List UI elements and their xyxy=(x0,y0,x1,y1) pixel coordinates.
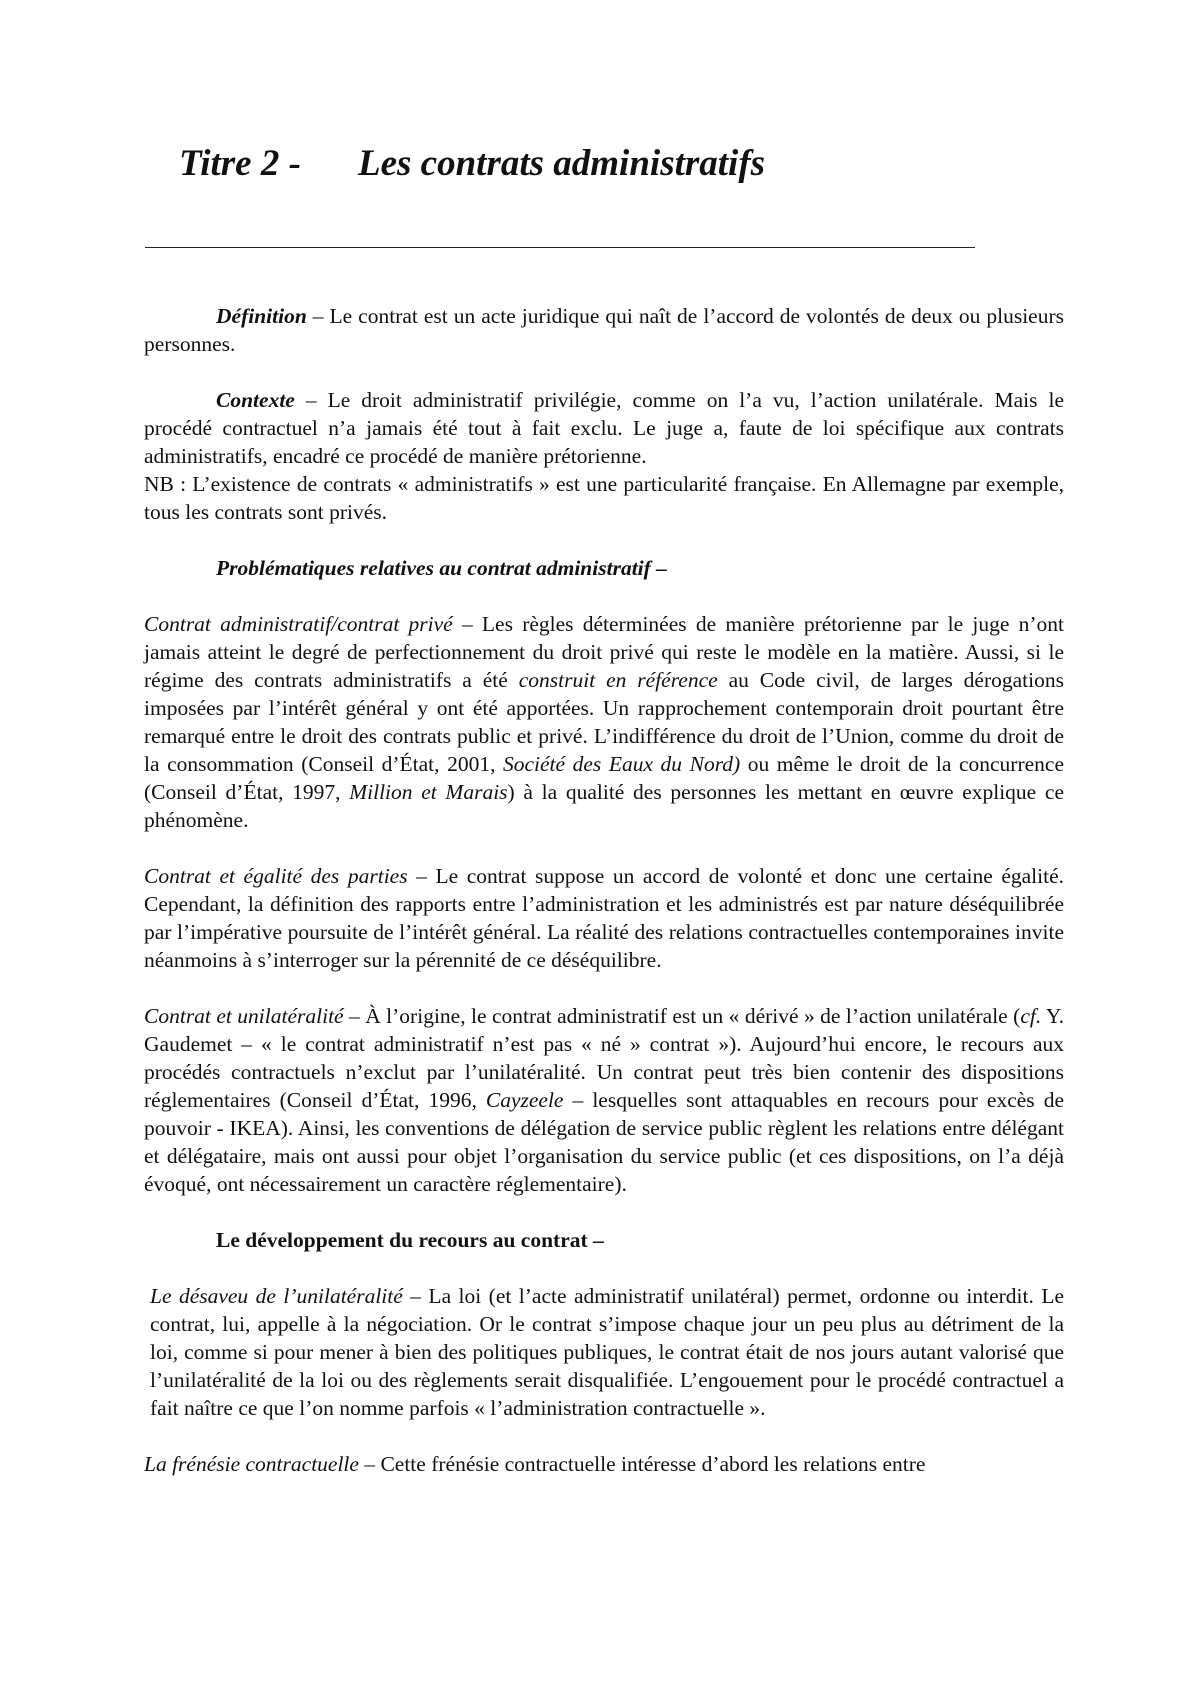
paragraph-contexte xyxy=(144,386,1064,470)
unilateralite-text-2: Y. Gaudemet – « le contrat administratif n’est pas « né » contrat »). Aujourd’hui encore, le recours aux procédés contractuels n’exclut par l’unilatéralité. Un contrat peut très bien contenir des dispositions réglementaires (Conseil d’État, 1996, xyxy=(144,1004,1065,1112)
document-body xyxy=(144,302,1064,1478)
paragraph-desaveu xyxy=(144,1282,1064,1422)
unilateralite-text-3: – lesquelles sont attaquables en recours pour excès de pouvoir - IKEA). Ainsi, les conventions de délégation de service public règlent les relations entre délégant et délégataire, mais ont aussi pour objet l’organisation du service public (et ces dispositions, on l’a déjà évoqué, ont nécessairement un caractère réglementaire). xyxy=(144,1088,1064,1196)
prive-italic-2: Société des Eaux du Nord) xyxy=(503,752,741,776)
desaveu-text: – La loi (et l’acte administratif unilatéral) permet, ordonne ou interdit. Le contrat, lui, appelle à la négociation. Or le contrat s’impose chaque jour un peu plus au détriment de la loi, comme si pour mener à bien des politiques publiques, le contrat était de nos jours autant valorisé que l’unilatéralité de la loi ou des règlements serait disqualifiée. L’engouement pour le procédé contractuel a fait naître ce que l’on nomme parfois « l’administration contractuelle ». xyxy=(150,1284,1064,1420)
prive-label: Contrat administratif/contrat privé xyxy=(144,612,453,636)
prive-italic-1: construit en référence xyxy=(518,668,718,692)
title-number: Titre 2 - xyxy=(179,143,301,184)
frenesie-label: La frénésie contractuelle xyxy=(144,1452,359,1476)
contexte-text: Le droit administratif privilégie, comme on l’a vu, l’action unilatérale. Mais le procédé contractuel n’a jamais été tout à fait exclu. Le juge a, faute de loi spécifique aux contrats administratifs, encadré ce procédé de manière prétorienne. xyxy=(144,388,1064,468)
desaveu-label: Le désaveu de l’unilatéralité xyxy=(150,1284,403,1308)
paragraph-nb: NB : L’existence de contrats « administratifs » est une particularité française. En Allemagne par exemple, tous les contrats sont privés. xyxy=(144,472,1064,524)
unilateralite-text-1: – À l’origine, le contrat administratif est un « dérivé » de l’action unilatérale ( xyxy=(343,1004,1021,1028)
heading-problematiques: Problématiques relatives au contrat administratif – xyxy=(216,556,667,580)
contexte-sep: – xyxy=(294,388,328,412)
egalite-label: Contrat et égalité des parties xyxy=(144,864,408,888)
page-title xyxy=(179,142,765,185)
prive-text-2: au Code civil, de larges dérogations imposées par l’intérêt général y ont été apportées. Un rapprochement contemporain droit pourtant être remarqué entre le droit des contrats public et privé. L’indifférence du droit de l’Union, comme du droit de la consommation (Conseil d’État, 2001, xyxy=(144,668,1064,776)
paragraph-egalite xyxy=(144,862,1064,974)
paragraph-unilateralite xyxy=(144,1002,1064,1198)
definition-sep: – xyxy=(306,304,330,328)
egalite-text: – Le contrat suppose un accord de volonté et donc une certaine égalité. Cependant, la définition des rapports entre l’administration et les administrés est par nature déséquilibrée par l’impérative poursuite de l’intérêt général. La réalité des relations contractuelles contemporaines invite néanmoins à s’interroger sur la pérennité de ce déséquilibre. xyxy=(144,864,1064,972)
frenesie-text: – Cette frénésie contractuelle intéresse d’abord les relations entre xyxy=(358,1452,926,1476)
prive-text-4: ) à la qualité des personnes les mettant en œuvre explique ce phénomène. xyxy=(144,780,1065,832)
heading-developpement: Le développement du recours au contrat – xyxy=(216,1228,604,1252)
prive-italic-3: Million et Marais xyxy=(349,780,508,804)
paragraph-definition xyxy=(144,302,1064,358)
contexte-label: Contexte xyxy=(216,388,295,412)
unilateralite-italic-1: cf. xyxy=(1020,1004,1042,1028)
paragraph-frenesie xyxy=(144,1450,1064,1478)
prive-text-3: ou même le droit de la concurrence (Conseil d’État, 1997, xyxy=(144,752,1064,804)
paragraph-contrat-prive xyxy=(144,610,1064,834)
title-text: Les contrats administratifs xyxy=(358,143,766,184)
unilateralite-italic-2: Cayzeele xyxy=(485,1088,564,1112)
unilateralite-label: Contrat et unilatéralité xyxy=(144,1004,344,1028)
definition-text: Le contrat est un acte juridique qui naît de l’accord de volontés de deux ou plusieurs personnes. xyxy=(144,304,1064,356)
prive-text-1: – Les règles déterminées de manière prétorienne par le juge n’ont jamais atteint le degré de perfectionnement du droit privé qui reste le modèle en la matière. Aussi, si le régime des contrats administratifs a été xyxy=(144,612,1064,692)
definition-label: Définition xyxy=(216,304,307,328)
title-divider xyxy=(145,247,975,248)
